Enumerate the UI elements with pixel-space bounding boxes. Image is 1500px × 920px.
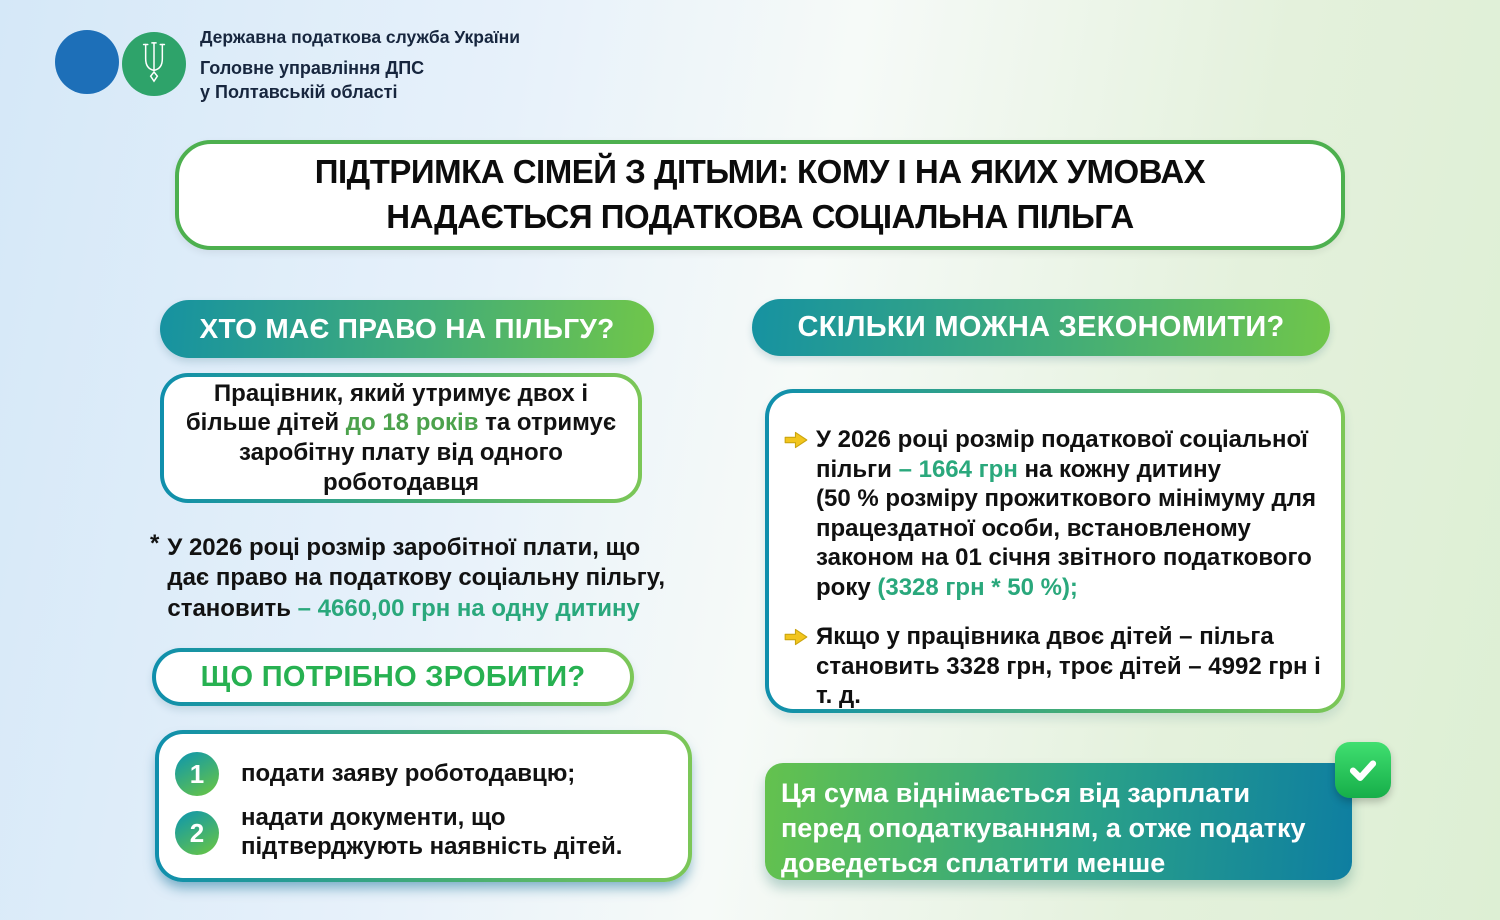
- eligibility-text: [164, 377, 638, 499]
- logo-blue-circle: [55, 30, 119, 94]
- org-department: Головне управління ДПС: [200, 58, 425, 78]
- step-number-badge: 2: [175, 811, 219, 855]
- benefit-bullet-1-text: [816, 425, 1323, 602]
- salary-threshold-note: [150, 530, 670, 624]
- benefit-details-list: [769, 393, 1341, 709]
- step-row-2: [175, 804, 670, 862]
- benefit-details-box: [765, 389, 1345, 713]
- logo-green-circle: [122, 32, 186, 96]
- benefit-bullet-1: [783, 425, 1323, 602]
- org-text-block: [200, 27, 520, 105]
- bullet1-amount: – 1664 грн: [898, 455, 1018, 483]
- conclusion-box: [765, 763, 1352, 880]
- section-label-savings: СКІЛЬКИ МОЖНА ЗЕКОНОМИТИ?: [752, 299, 1330, 356]
- step-text: надати документи, що підтверджують наявність дітей.: [241, 804, 623, 861]
- section-label-todo: ЩО ПОТРІБНО ЗРОБИТИ?: [156, 652, 630, 702]
- main-title-line2: НАДАЄТЬСЯ ПОДАТКОВА СОЦІАЛЬНА ПІЛЬГА: [386, 198, 1134, 235]
- eligibility-highlight-age: до 18 років: [345, 409, 479, 437]
- section-label-todo-box: [152, 648, 634, 706]
- step-number-badge: 1: [175, 752, 219, 796]
- section-label-who: ХТО МАЄ ПРАВО НА ПІЛЬГУ?: [160, 300, 654, 358]
- steps-list: [159, 734, 688, 878]
- step-row-1: [175, 752, 670, 796]
- bullet1-part1: У 2026 році розмір податкової соціальної пільги: [816, 426, 1308, 483]
- trident-icon: [139, 40, 169, 89]
- arrow-bullet-icon: [783, 429, 809, 456]
- steps-box: [155, 730, 692, 882]
- org-region: у Полтавській області: [200, 81, 398, 102]
- arrow-bullet-icon: [783, 626, 809, 653]
- eligibility-box: [160, 373, 642, 503]
- bullet1-part2: на кожну дитину: [1017, 455, 1221, 483]
- eligibility-text-part2: та отримує заробітну плату від одного роботодавця: [239, 409, 617, 496]
- note-highlight-amount: – 4660,00 грн на одну дитину: [297, 594, 640, 622]
- main-title-box: [175, 140, 1345, 250]
- bullet1-formula: (3328 грн * 50 %);: [877, 573, 1078, 601]
- conclusion-text: Ця сума віднімається від зарплати перед оподаткуванням, а отже податку доведеться сплатити менше: [781, 778, 1306, 879]
- step-text: подати заяву роботодавцю;: [241, 759, 576, 787]
- bullet1-part3: (50 % розміру прожиткового мінімуму для працездатної особи, встановленому законом на 01 січня звітного податкового року: [816, 485, 1316, 601]
- benefit-bullet-2: [783, 622, 1323, 711]
- org-name: Державна податкова служба України: [200, 27, 520, 47]
- main-title-line1: ПІДТРИМКА СІМЕЙ З ДІТЬМИ: КОМУ І НА ЯКИХ УМОВАХ: [314, 153, 1206, 191]
- benefit-bullet-2-text: Якщо у працівника двоє дітей – пільга становить 3328 грн, троє дітей – 4992 грн і т. д.: [816, 623, 1321, 710]
- note-text: У 2026 році розмір заробітної плати, що дає право на податкову соціальну пільгу, становить: [167, 534, 665, 622]
- eligibility-text-part1: Працівник, який утримує двох і більше дітей: [185, 379, 589, 437]
- footnote-asterisk: *: [150, 530, 160, 557]
- check-icon: [1335, 742, 1391, 798]
